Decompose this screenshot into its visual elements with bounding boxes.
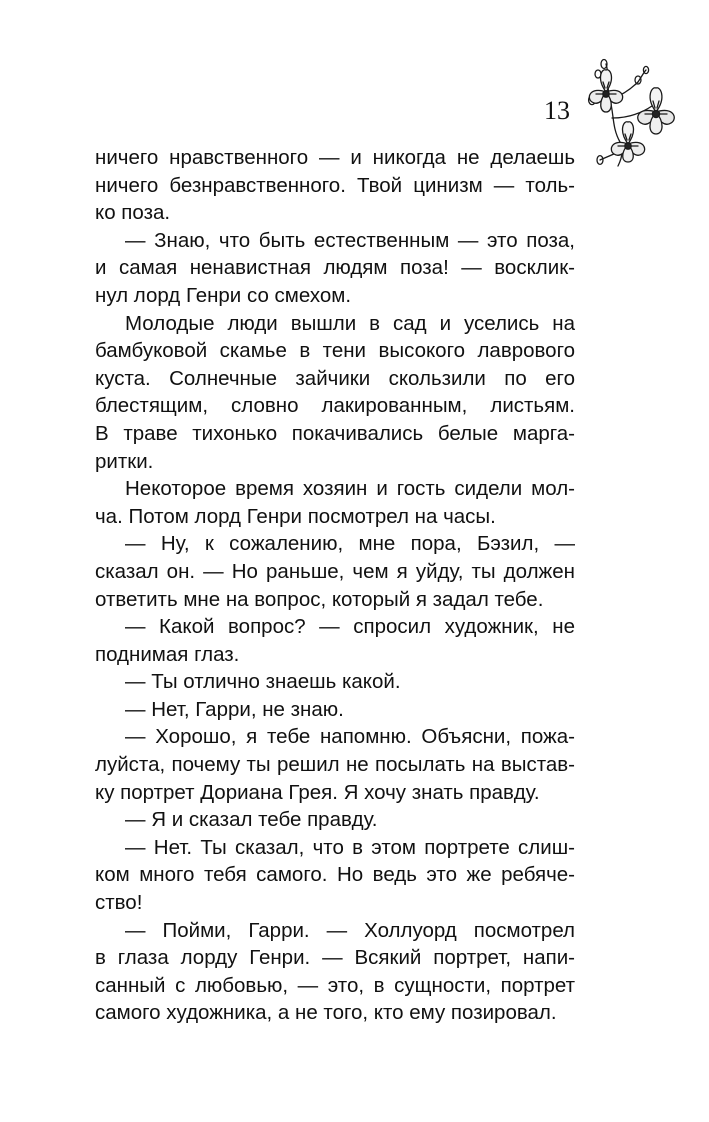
page-number: 13 — [544, 96, 570, 125]
text-line: и самая ненавистная людям поза! — восклик- — [95, 256, 575, 280]
text-line: ком много тебя самого. Но ведь это же ребяче- — [95, 863, 575, 887]
body-text — [95, 144, 575, 1027]
text-line: сказал он. — Но раньше, чем я уйду, ты должен — [95, 559, 575, 583]
text-line: санный с любовью, — это, в сущности, портрет — [95, 973, 575, 997]
text-line: луйста, почему ты решил не посылать на выстав- — [95, 753, 575, 777]
text-line: — Пойми, Гарри. — Холлуорд посмотрел — [125, 918, 575, 942]
text-line: ку портрет Дориана Грея. Я хочу знать правду. — [95, 780, 540, 804]
text-line: — Нет. Ты сказал, что в этом портрете слиш- — [125, 835, 575, 859]
text-line: Молодые люди вышли в сад и уселись на — [125, 311, 575, 335]
text-line: Некоторое время хозяин и гость сидели мол- — [125, 477, 575, 501]
text-line: В траве тихонько покачивались белые марга- — [95, 421, 575, 445]
text-line: ответить мне на вопрос, который я задал тебе. — [95, 587, 544, 611]
text-line: нул лорд Генри со смехом. — [95, 283, 352, 307]
text-line: самого художника, а не того, кто ему позировал. — [95, 1001, 557, 1025]
text-line: — Я и сказал тебе правду. — [125, 808, 378, 832]
text-line: ничего безнравственного. Твой цинизм — толь- — [95, 173, 575, 197]
text-line: — Ну, к сожалению, мне пора, Бэзил, — — [125, 532, 575, 556]
text-line: ча. Потом лорд Генри посмотрел на часы. — [95, 504, 496, 528]
text-line: блестящим, словно лакированным, листьям. — [95, 394, 575, 418]
text-line: — Знаю, что быть естественным — это поза, — [125, 228, 575, 252]
text-line: — Ты отлично знаешь какой. — [125, 670, 401, 694]
text-line: бамбуковой скамье в тени высокого лаврового — [95, 339, 575, 363]
text-line: куста. Солнечные зайчики скользили по его — [95, 366, 575, 390]
text-line: ничего нравственного — и никогда не делаешь — [95, 146, 575, 169]
text-line: — Какой вопрос? — спросил художник, не — [125, 615, 575, 639]
text-line: — Хорошо, я тебе напомню. Объясни, пожа- — [125, 725, 575, 749]
text-line: в глаза лорду Генри. — Всякий портрет, напи- — [95, 946, 575, 970]
text-line: — Нет, Гарри, не знаю. — [125, 697, 344, 721]
text-line: ство! — [95, 891, 143, 915]
text-line: ритки. — [95, 449, 154, 473]
text-line: ко поза. — [95, 201, 171, 225]
orchid-branch-icon — [576, 56, 692, 168]
text-line: поднимая глаз. — [95, 642, 240, 666]
